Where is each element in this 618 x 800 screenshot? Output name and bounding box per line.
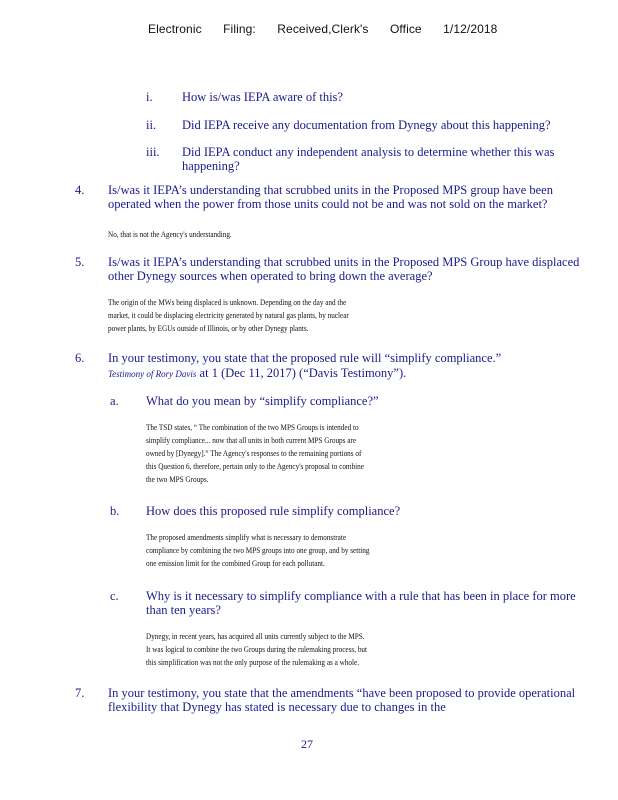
question-4-marker: 4. <box>75 183 85 197</box>
sub-item-question: Did IEPA conduct any independent analysis to determine whether this was happening? <box>182 145 555 173</box>
question-6a-answer-line: simplify compliance... now that all units in both current MPS Groups are <box>146 436 357 445</box>
header-date: 1/12/2018 <box>443 22 498 36</box>
question-5-marker: 5. <box>75 255 85 269</box>
sub-item-marker: ii. <box>146 118 157 132</box>
question-5-answer-line: The origin of the MWs being displaced is unknown. Depending on the day and the <box>108 298 347 307</box>
question-7-marker: 7. <box>75 686 85 700</box>
question-7-text: In your testimony, you state that the amendments “have been proposed to provide operational flexibility that Dynegy has stated is necessary due to changes in the <box>108 686 576 714</box>
question-6a-marker: a. <box>110 394 119 408</box>
question-6b-answer-line: one emission limit for the combined Group for each pollutant. <box>146 559 325 568</box>
question-6-cite: Testimony of Rory Davis <box>108 369 197 379</box>
question-6b-answer-line: compliance by combining the two MPS groups into one group, and by setting <box>146 546 370 555</box>
question-6c-text: Why is it necessary to simplify compliance with a rule that has been in place for more than ten years? <box>146 589 576 617</box>
question-5-answer-line: market, it could be displacing electricity generated by natural gas plants, by nuclear <box>108 311 349 320</box>
header-label-received: Received,Clerk's <box>277 22 369 36</box>
question-6b-marker: b. <box>110 504 120 518</box>
question-6b-text: How does this proposed rule simplify compliance? <box>146 504 401 518</box>
question-6c-marker: c. <box>110 589 119 603</box>
question-5-answer-line: power plants, by EGUs outside of Illinois, or by other Dynegy plants. <box>108 324 309 333</box>
sub-item-question: How is/was IEPA aware of this? <box>182 90 343 104</box>
filing-header <box>148 22 515 36</box>
question-6c-answer-line: this simplification was not the only purpose of the rulemaking as a whole. <box>146 658 360 667</box>
question-6b-answer-line: The proposed amendments simplify what is necessary to demonstrate <box>146 533 347 542</box>
sub-item-marker: iii. <box>146 145 160 159</box>
page-number: 27 <box>301 737 313 751</box>
sub-item-question: Did IEPA receive any documentation from Dynegy about this happening? <box>182 118 551 132</box>
question-6a-answer-line: The TSD states, “ The combination of the two MPS Groups is intended to <box>146 423 359 432</box>
header-label-electronic: Electronic <box>148 22 202 36</box>
question-4-text: Is/was it IEPA’s understanding that scrubbed units in the Proposed MPS group have been operated when the power from those units could not be and was not sold on the market? <box>108 183 553 211</box>
question-6a-answer-line: this Question 6, therefore, pertain only to the Agency's proposal to combine <box>146 462 364 471</box>
question-4-answer: No, that is not the Agency's understanding. <box>108 230 232 239</box>
question-6-marker: 6. <box>75 351 85 365</box>
header-label-filing: Filing: <box>223 22 256 36</box>
question-5-text: Is/was it IEPA’s understanding that scrubbed units in the Proposed MPS Group have displaced other Dynegy sources when operated to bring down the average? <box>108 255 580 283</box>
question-6c-answer-line: Dynegy, in recent years, has acquired all units currently subject to the MPS. <box>146 632 365 641</box>
question-6a-answer-line: the two MPS Groups. <box>146 475 209 484</box>
question-6-citation <box>108 366 588 381</box>
header-label-office: Office <box>389 22 422 36</box>
question-6c-answer-line: It was logical to combine the two Groups during the rulemaking process, but <box>146 645 368 654</box>
question-6a-answer-line: owned by [Dynegy].” The Agency's responses to the remaining portions of <box>146 449 362 458</box>
question-6-text: In your testimony, you state that the proposed rule will “simplify compliance.” <box>108 351 502 365</box>
sub-item-marker: i. <box>146 90 153 104</box>
question-6a-text: What do you mean by “simplify compliance?” <box>146 394 379 408</box>
question-6-text-2: at 1 (Dec 11, 2017) (“Davis Testimony”). <box>199 366 407 380</box>
